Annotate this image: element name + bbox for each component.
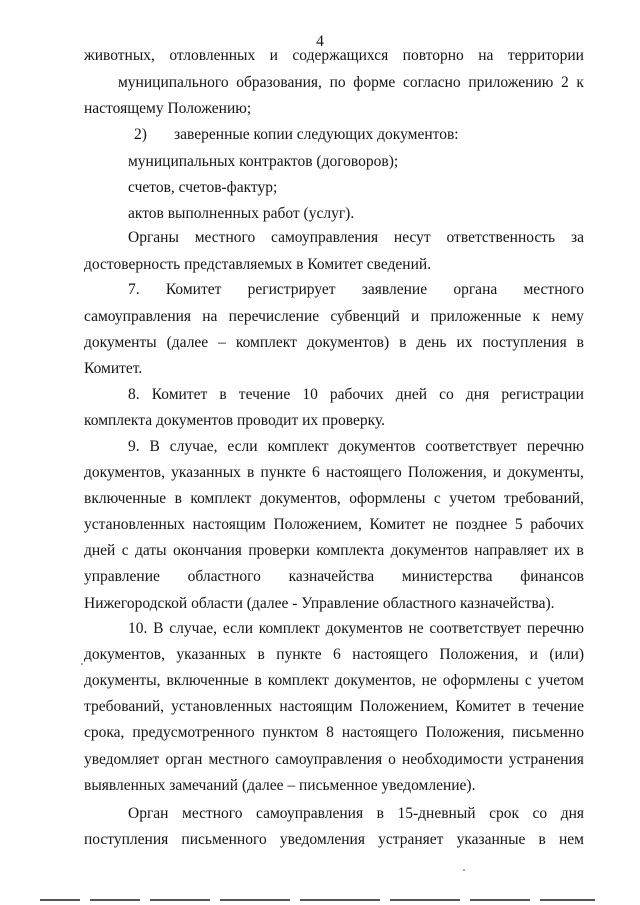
- word: и: [411, 308, 420, 325]
- word: приложению: [468, 74, 554, 91]
- word: Орган: [128, 805, 169, 822]
- word: учетом: [449, 490, 496, 507]
- word: на: [478, 47, 494, 64]
- word: в: [257, 646, 265, 663]
- word: документы: [84, 334, 157, 351]
- text-line: [84, 723, 584, 743]
- text-line: [84, 307, 584, 327]
- word: согласно: [402, 74, 461, 91]
- word: указанные: [456, 831, 526, 848]
- word: поступления: [84, 831, 169, 848]
- word: включенные: [84, 490, 167, 507]
- text-line: [84, 697, 584, 717]
- word: комплекта документов проводит их проверку.: [84, 412, 386, 429]
- scan-speck: [81, 663, 83, 665]
- text-line: [84, 830, 584, 850]
- text-line: [84, 541, 584, 561]
- word: местного: [194, 229, 256, 246]
- word: Комитет: [369, 516, 426, 533]
- text-line: [128, 178, 277, 198]
- text-line: [84, 645, 584, 665]
- word: перечню: [526, 620, 584, 637]
- word: В: [153, 620, 164, 637]
- word: срок: [489, 805, 519, 822]
- text-line: [84, 255, 431, 275]
- text-line: [84, 489, 584, 509]
- word: настоящим: [192, 516, 266, 533]
- word: Положения,: [439, 646, 519, 663]
- word: перечню: [526, 438, 584, 455]
- word: требований,: [84, 698, 164, 715]
- word: дней: [84, 542, 116, 559]
- word: комплект: [235, 334, 297, 351]
- word: письменно: [512, 724, 584, 741]
- word: случае,: [169, 438, 218, 455]
- word: со: [439, 386, 454, 403]
- word: по: [329, 74, 346, 91]
- word: с: [524, 672, 532, 689]
- text-line: [84, 99, 251, 119]
- word: уведомляет: [84, 751, 160, 768]
- word: территории: [507, 47, 584, 64]
- text-line: [84, 567, 584, 587]
- word: местного: [208, 751, 269, 768]
- word: в: [576, 334, 584, 351]
- word: актов выполненных работ (услуг).: [128, 205, 355, 222]
- word: 9.: [128, 438, 140, 455]
- word: течение: [532, 698, 584, 715]
- word: устраняет: [378, 831, 444, 848]
- word: дня: [560, 805, 584, 822]
- word: в: [576, 542, 584, 559]
- word: в: [399, 334, 407, 351]
- word: включенные: [166, 672, 249, 689]
- word: (или): [549, 646, 584, 663]
- word: 2) заверенные копии следующих документов:: [134, 126, 459, 143]
- word: содержащихся: [292, 47, 389, 64]
- word: муниципальных контрактов (договоров);: [128, 153, 399, 170]
- word: указанных: [171, 464, 241, 481]
- word: документов,: [84, 464, 165, 481]
- word: в: [518, 698, 526, 715]
- word: настоящим: [279, 698, 353, 715]
- word: в: [219, 386, 227, 403]
- word: и: [529, 646, 538, 663]
- word: течение: [238, 386, 291, 403]
- word: случае,: [169, 620, 218, 637]
- page-number: 4: [316, 33, 324, 50]
- word: министерства: [401, 568, 493, 585]
- word: документов: [325, 620, 403, 637]
- word: соответствует: [429, 620, 522, 637]
- word: дней: [395, 386, 428, 403]
- text-line: [84, 333, 584, 353]
- word: местного: [523, 281, 584, 298]
- word: 5: [514, 516, 523, 533]
- word: настоящего: [341, 724, 418, 741]
- word: установленных: [84, 516, 185, 533]
- word: самоуправления: [271, 229, 379, 246]
- word: документов): [306, 334, 390, 351]
- word: областного: [187, 568, 261, 585]
- word: рабочих: [329, 386, 384, 403]
- word: регистрации: [501, 386, 584, 403]
- word: в: [247, 464, 255, 481]
- word: самоуправления: [256, 805, 364, 822]
- word: перечисление: [228, 308, 320, 325]
- word: Комитет.: [84, 360, 143, 377]
- word: 7.: [128, 281, 140, 298]
- word: отловленных: [169, 47, 256, 64]
- word: комплект: [267, 672, 329, 689]
- word: уведомления: [279, 831, 365, 848]
- word: пунктом: [262, 724, 319, 741]
- word: если: [222, 620, 253, 637]
- word: с: [121, 542, 129, 559]
- text-line: [84, 463, 584, 483]
- word: Нижегородской области (далее - Управление областного казначейства).: [84, 595, 555, 612]
- word: их: [456, 334, 473, 351]
- word: документы,: [84, 672, 161, 689]
- text-line: [128, 385, 584, 405]
- word: форме: [353, 74, 396, 91]
- word: казначейства: [288, 568, 375, 585]
- word: приложенные: [430, 308, 522, 325]
- word: день: [416, 334, 447, 351]
- word: документов: [338, 438, 416, 455]
- text-line: [84, 411, 385, 431]
- word: местного: [182, 805, 243, 822]
- word: Органы: [128, 229, 179, 246]
- word: к: [532, 308, 540, 325]
- word: о: [388, 751, 396, 768]
- word: ответственность: [446, 229, 556, 246]
- word: настоящего: [325, 464, 402, 481]
- word: со: [532, 805, 548, 822]
- word: не: [421, 672, 437, 689]
- word: муниципального: [118, 74, 229, 91]
- word: Комитет: [165, 281, 222, 298]
- word: настоящего: [352, 646, 428, 663]
- word: учетом: [537, 672, 584, 689]
- word: счетов, счетов-фактур;: [128, 179, 278, 196]
- word: в: [174, 490, 182, 507]
- text-line: [84, 750, 584, 770]
- text-line: [128, 228, 584, 248]
- word: животных,: [84, 47, 155, 64]
- word: оформлены: [442, 672, 519, 689]
- word: (далее: [166, 334, 209, 351]
- word: комплект: [267, 438, 329, 455]
- word: Положением,: [359, 698, 449, 715]
- word: управление: [84, 568, 160, 585]
- word: настоящему Положению;: [84, 100, 252, 117]
- word: за: [570, 229, 584, 246]
- word: указанных: [176, 646, 247, 663]
- word: Положения,: [425, 724, 505, 741]
- word: нем: [559, 831, 584, 848]
- word: в: [376, 805, 384, 822]
- word: в: [254, 672, 262, 689]
- word: документов,: [84, 646, 165, 663]
- word: Комитет: [151, 386, 208, 403]
- text-line: [84, 359, 142, 379]
- word: необходимости: [401, 751, 503, 768]
- word: не: [432, 516, 448, 533]
- word: направляет: [474, 542, 548, 559]
- word: и: [269, 47, 278, 64]
- text-line: [134, 125, 459, 145]
- word: достоверность представляемых в Комитет сведений.: [84, 256, 432, 273]
- word: Комитет: [455, 698, 511, 715]
- text-line: [84, 515, 584, 535]
- word: Положения,: [407, 464, 487, 481]
- word: устранения: [508, 751, 584, 768]
- word: заявление: [361, 281, 428, 298]
- word: окончания: [172, 542, 242, 559]
- word: выявленных замечаний (далее – письменное уведомление).: [84, 777, 476, 794]
- text-line: [128, 619, 584, 639]
- word: орган: [165, 751, 203, 768]
- word: субвенций: [330, 308, 400, 325]
- word: пункте: [276, 646, 322, 663]
- word: несут: [393, 229, 431, 246]
- word: 6: [333, 646, 341, 663]
- word: документов,: [259, 490, 341, 507]
- word: –: [218, 334, 226, 351]
- word: 8: [326, 724, 334, 741]
- word: Положением,: [273, 516, 362, 533]
- text-line: [118, 73, 584, 93]
- word: пункте: [260, 464, 306, 481]
- word: комплект: [190, 490, 252, 507]
- word: комплект: [258, 620, 320, 637]
- word: 15-дневный: [397, 805, 476, 822]
- word: проверки: [248, 542, 310, 559]
- word: документы,: [507, 464, 584, 481]
- word: если: [227, 438, 258, 455]
- word: 10: [302, 386, 318, 403]
- text-line: [128, 437, 584, 457]
- word: самоуправления: [84, 308, 192, 325]
- text-line: [84, 46, 584, 66]
- cut-off-text-fragment: [40, 895, 600, 905]
- word: повторно: [402, 47, 464, 64]
- word: комплекта: [316, 542, 385, 559]
- word: 2: [561, 74, 569, 91]
- word: 10.: [128, 620, 148, 637]
- word: и: [492, 464, 502, 481]
- text-line: [84, 594, 555, 614]
- word: 6: [312, 464, 320, 481]
- word: В: [149, 438, 160, 455]
- word: на: [202, 308, 218, 325]
- word: регистрирует: [247, 281, 336, 298]
- word: в: [538, 831, 546, 848]
- word: соответствует: [425, 438, 518, 455]
- text-line: [128, 204, 354, 224]
- word: даты: [135, 542, 167, 559]
- word: письменного: [181, 831, 267, 848]
- word: позднее: [455, 516, 508, 533]
- word: с: [433, 490, 441, 507]
- text-line: [128, 280, 584, 300]
- text-line: [128, 152, 398, 172]
- word: установленных: [171, 698, 273, 715]
- scan-speck: [463, 869, 465, 871]
- text-line: [84, 671, 584, 691]
- word: предусмотренного: [132, 724, 255, 741]
- word: оформлены: [349, 490, 426, 507]
- word: самоуправления: [275, 751, 383, 768]
- word: 8.: [128, 386, 140, 403]
- word: документов: [390, 542, 468, 559]
- word: к: [576, 74, 584, 91]
- word: не: [408, 620, 424, 637]
- text-line: [128, 804, 584, 824]
- text-line: [84, 776, 475, 796]
- word: органа: [453, 281, 498, 298]
- word: требований,: [503, 490, 584, 507]
- word: финансов: [520, 568, 584, 585]
- word: срока,: [84, 724, 125, 741]
- word: рабочих: [530, 516, 584, 533]
- word: образования,: [236, 74, 322, 91]
- word: дня: [465, 386, 490, 403]
- word: поступления: [482, 334, 567, 351]
- word: их: [554, 542, 571, 559]
- word: нему: [551, 308, 584, 325]
- word: документов,: [334, 672, 416, 689]
